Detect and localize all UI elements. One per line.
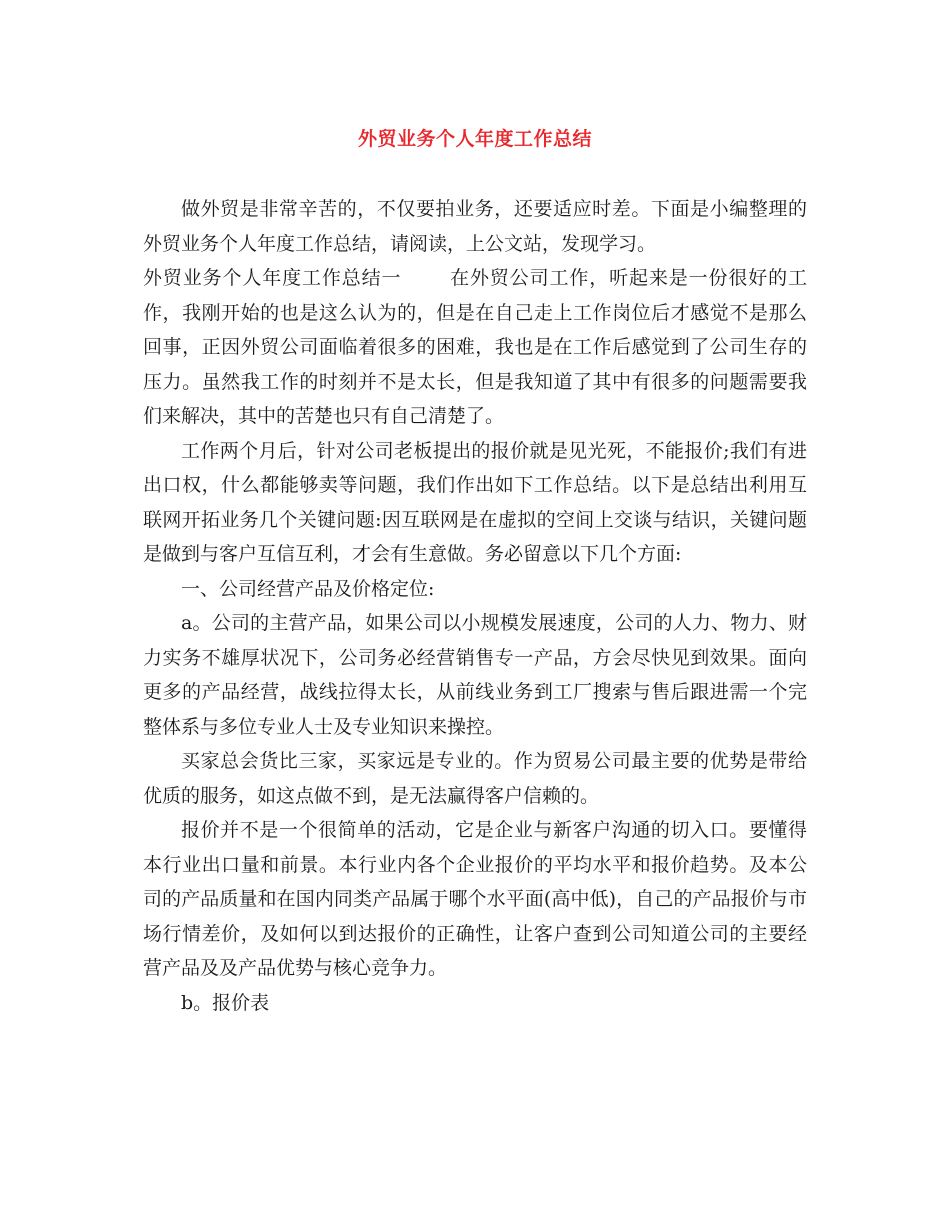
document-body xyxy=(143,192,807,1020)
body-paragraph: 报价并不是一个很简单的活动，它是企业与新客户沟通的切入口。要懂得本行业出口量和前景。本行业内各个企业报价的平均水平和报价趋势。及本公司的产品质量和在国内同类产品属于哪个水平面(高中低)，自己的产品报价与市场行情差价，及如何以到达报价的正确性，让客户查到公司知道公司的主要经营产品及及产品优势与核心竞争力。 xyxy=(143,819,807,979)
section-paragraph xyxy=(143,261,807,434)
document-title: 外贸业务个人年度工作总结 xyxy=(357,128,592,150)
body-paragraph: 买家总会货比三家，买家远是专业的。作为贸易公司最主要的优势是带给优质的服务，如这点做不到，是无法赢得客户信赖的。 xyxy=(143,750,807,807)
section-heading: 外贸业务个人年度工作总结一 xyxy=(143,267,402,289)
intro-paragraph: 做外贸是非常辛苦的，不仅要拍业务，还要适应时差。下面是小编整理的外贸业务个人年度工作总结，请阅读，上公文站，发现学习。 xyxy=(143,198,807,255)
body-paragraph: 一、公司经营产品及价格定位: xyxy=(181,577,435,600)
body-paragraph: b。报价表 xyxy=(181,991,270,1014)
section-text: 在外贸公司工作，听起来是一份很好的工作，我刚开始的也是这么认为的，但是在自己走上工作岗位后才感觉不是那么回事，正因外贸公司面临着很多的困难，我也是在工作后感觉到了公司生存的压力。虽然我工作的时刻并不是太长，但是我知道了其中有很多的问题需要我们来解决，其中的苦楚也只有自己清楚了。 xyxy=(143,267,807,427)
body-paragraph: a。公司的主营产品，如果公司以小规模发展速度，公司的人力、物力、财力实务不雄厚状况下，公司务必经营销售专一产品，方会尽快见到效果。面向更多的产品经营，战线拉得太长，从前线业务到工厂搜索与售后跟进需一个完整体系与多位专业人士及专业知识来操控。 xyxy=(143,612,807,738)
body-paragraph: 工作两个月后，针对公司老板提出的报价就是见光死，不能报价;我们有进出口权，什么都能够卖等问题，我们作出如下工作总结。以下是总结出利用互联网开拓业务几个关键问题:因互联网是在虚拟的空间上交谈与结识，关键问题是做到与客户互信互利，才会有生意做。务必留意以下几个方面: xyxy=(143,439,807,565)
